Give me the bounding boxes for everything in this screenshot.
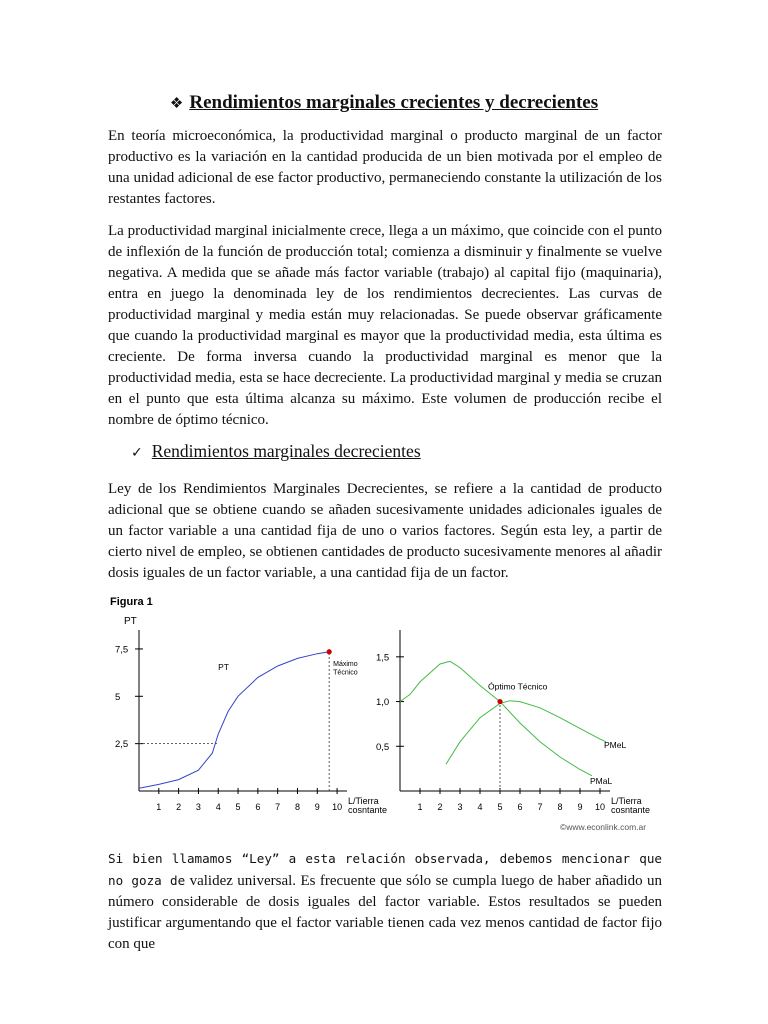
chart-total-product <box>115 616 390 815</box>
x-axis-label-line: L/Tierra <box>348 796 379 806</box>
x-tick-label: 2 <box>176 802 182 812</box>
optimo-tecnico-point <box>497 699 502 704</box>
section-heading <box>0 92 768 115</box>
x-tick-label: 1 <box>417 802 423 812</box>
right-x-axis-label <box>611 796 650 815</box>
paragraph-definition: En teoría microeconómica, la productividad marginal o producto marginal de un factor productivo es la variación en la cantidad producida de un bien motivada por el empleo de una unidad adicional de ese factor productivo, permaneciendo constante la utilización de los restantes factores. <box>108 128 662 207</box>
figure-credit: ©www.econlink.com.ar <box>560 822 647 832</box>
annotation-label: Óptimo Técnico <box>488 681 548 692</box>
pmal-curve <box>400 661 592 776</box>
subsection-heading-title: Rendimientos marginales decrecientes <box>151 441 421 461</box>
left-x-ticks <box>156 788 342 812</box>
chart-mean-marginal-product <box>376 630 650 815</box>
annotation-label: Máximo <box>333 660 358 668</box>
x-axis-label-line: cosntante <box>611 805 651 815</box>
paragraph-law: Ley de los Rendimientos Marginales Decrecientes, se refiere a la cantidad de producto adicional que se obtiene cuando se añaden sucesivamente unidades adicionales iguales de un factor variable a una cantidad fija de uno o varios factores. Según esta ley, a partir de cierto nivel de empleo, se obtienen cantidades de producto sucesivamente menores al añadir dosis iguales de un factor variable, a una cantidad fija de un factor. <box>108 481 662 581</box>
diamond-bullet-icon: ❖ <box>169 96 184 112</box>
x-axis-label-line: cosntante <box>348 805 388 815</box>
y-tick-label: 0,5 <box>376 741 390 753</box>
paragraph-productivity: La productividad marginal inicialmente crece, llega a un máximo, que coincide con el punto de inflexión de la función de producción total; comienza a disminuir y finalmente se vuelve negativa. A medida que se añade más factor variable (trabajo) al capital fijo (maquinaria), entra en juego la denominada ley de los rendimientos decrecientes. Las curvas de productividad marginal y media están muy relacionadas. Se puede observar gráficamente que cuando la productividad marginal es mayor que la productividad media, esta última es creciente. De forma inversa cuando la productividad marginal es menor que la productividad media, esta se hace decreciente. La productividad marginal y media se cruzan en el punto que esta última alcanza su máximo. Este volumen de producción recibe el nombre de óptimo técnico. <box>108 223 662 428</box>
left-annotations <box>218 661 358 677</box>
x-tick-label: 8 <box>294 802 300 812</box>
y-tick-label: 1,5 <box>376 652 390 664</box>
x-tick-label: 5 <box>497 802 503 812</box>
subsection-heading <box>131 440 421 464</box>
x-tick-label: 7 <box>275 802 281 812</box>
x-tick-label: 6 <box>255 802 261 812</box>
x-tick-label: 3 <box>457 802 463 812</box>
x-tick-label: 10 <box>594 802 606 812</box>
x-tick-label: 8 <box>557 802 563 812</box>
paragraph-validity <box>108 848 662 955</box>
x-tick-label: 2 <box>437 802 443 812</box>
y-tick-label: 7,5 <box>115 644 129 656</box>
figure-1 <box>108 588 668 838</box>
left-guides <box>139 652 329 791</box>
figure-title: Figura 1 <box>110 596 153 608</box>
x-tick-label: 4 <box>477 802 483 812</box>
y-tick-label: 2,5 <box>115 739 129 751</box>
right-x-ticks <box>417 788 605 812</box>
annotation-label: PT <box>218 661 229 672</box>
x-tick-label: 10 <box>332 802 343 812</box>
paragraph-validity-first-line: Si bien llamamos “Ley” a esta relación observada, debemos mencionar que no goza de <box>108 851 662 888</box>
maximo-tecnico-point <box>327 649 332 654</box>
x-tick-label: 7 <box>537 802 543 812</box>
left-x-axis-label <box>348 796 387 815</box>
checkmark-icon: ✓ <box>131 445 143 461</box>
pt-curve <box>139 652 329 788</box>
annotation-label: Técnico <box>333 669 358 677</box>
x-tick-label: 4 <box>215 802 221 812</box>
annotation-label: PMeL <box>604 739 627 750</box>
x-tick-label: 9 <box>577 802 583 812</box>
x-axis-label-line: L/Tierra <box>611 796 642 806</box>
x-tick-label: 1 <box>156 802 162 812</box>
annotation-label: PMaL <box>590 775 613 786</box>
section-heading-title: Rendimientos marginales crecientes y decrecientes <box>189 92 599 113</box>
x-tick-label: 9 <box>314 802 320 812</box>
x-tick-label: 6 <box>517 802 523 812</box>
pmel-curve <box>446 701 606 765</box>
right-annotations <box>488 682 626 786</box>
y-tick-label: 5 <box>115 691 121 703</box>
paragraph-validity-rest: validez universal. Es frecuente que sólo se cumpla luego de haber añadido un número considerable de dosis iguales del factor variable. Estos resultados se pueden justificar argumentando que el factor variable tienen cada vez menos cantidad de factor fijo con que <box>108 873 662 952</box>
x-tick-label: 5 <box>235 802 241 812</box>
x-tick-label: 3 <box>195 802 201 812</box>
y-tick-label: 1,0 <box>376 697 390 709</box>
left-y-axis-label: PT <box>124 616 137 627</box>
